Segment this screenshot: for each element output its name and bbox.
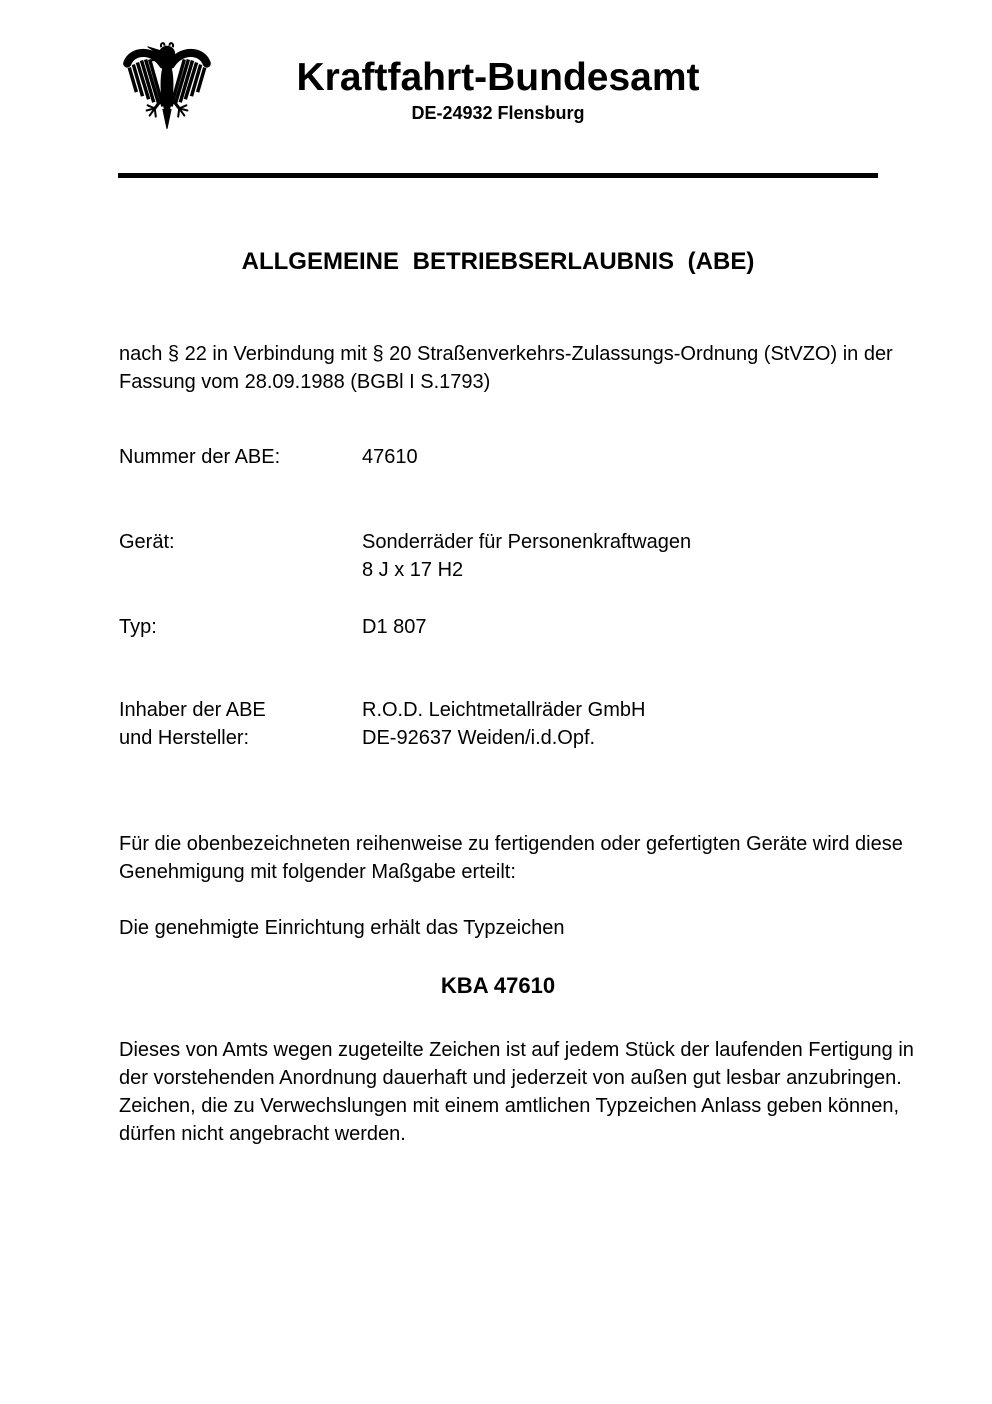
field-label-device: Gerät: [119, 531, 175, 553]
field-value-holder [362, 696, 645, 752]
legal-basis-line: nach § 22 in Verbindung mit § 20 Straßenverkehrs-Zulassungs-Ordnung (StVZO) in der [119, 343, 893, 365]
field-value-holder-line: DE-92637 Weiden/i.d.Opf. [362, 727, 596, 749]
field-value-type: D1 807 [362, 616, 427, 638]
marking-clause-line: dürfen nicht angebracht werden. [119, 1123, 406, 1145]
field-value-device-line: 8 J x 17 H2 [362, 559, 464, 581]
marking-clause-paragraph [119, 1036, 914, 1148]
field-label-abe-number: Nummer der ABE: [119, 446, 281, 468]
legal-basis-line: Fassung vom 28.09.1988 (BGBl I S.1793) [119, 371, 491, 393]
marking-clause-line: Dieses von Amts wegen zugeteilte Zeichen ist auf jedem Stück der laufenden Fertigung in [119, 1039, 914, 1061]
field-value-device-line: Sonderräder für Personenkraftwagen [362, 531, 692, 553]
type-mark-intro: Die genehmigte Einrichtung erhält das Typzeichen [119, 917, 565, 939]
grant-clause-paragraph [119, 830, 903, 886]
header-divider [118, 173, 878, 178]
type-mark: KBA 47610 [440, 973, 556, 998]
field-label-type: Typ: [119, 616, 157, 638]
legal-basis-paragraph [119, 340, 893, 396]
field-label-holder-line: Inhaber der ABE [119, 699, 266, 721]
marking-clause-line: der vorstehenden Anordnung dauerhaft und jederzeit von außen gut lesbar anzubringen. [119, 1067, 902, 1089]
grant-clause-line: Für die obenbezeichneten reihenweise zu fertigenden oder gefertigten Geräte wird diese [119, 833, 903, 855]
agency-name: Kraftfahrt-Bundesamt [296, 56, 700, 99]
field-value-abe-number: 47610 [362, 446, 418, 468]
field-value-device [362, 528, 691, 584]
field-label-holder-line: und Hersteller: [119, 727, 250, 749]
field-label-holder [119, 696, 266, 752]
marking-clause-line: Zeichen, die zu Verwechslungen mit einem amtlichen Typzeichen Anlass geben können, [119, 1095, 900, 1117]
field-value-holder-line: R.O.D. Leichtmetallräder GmbH [362, 699, 646, 721]
agency-location: DE-24932 Flensburg [411, 103, 585, 123]
document-title: ALLGEMEINE BETRIEBSERLAUBNIS (ABE) [241, 248, 755, 275]
grant-clause-line: Genehmigung mit folgender Maßgabe erteilt: [119, 861, 516, 883]
agency-header [118, 56, 878, 124]
